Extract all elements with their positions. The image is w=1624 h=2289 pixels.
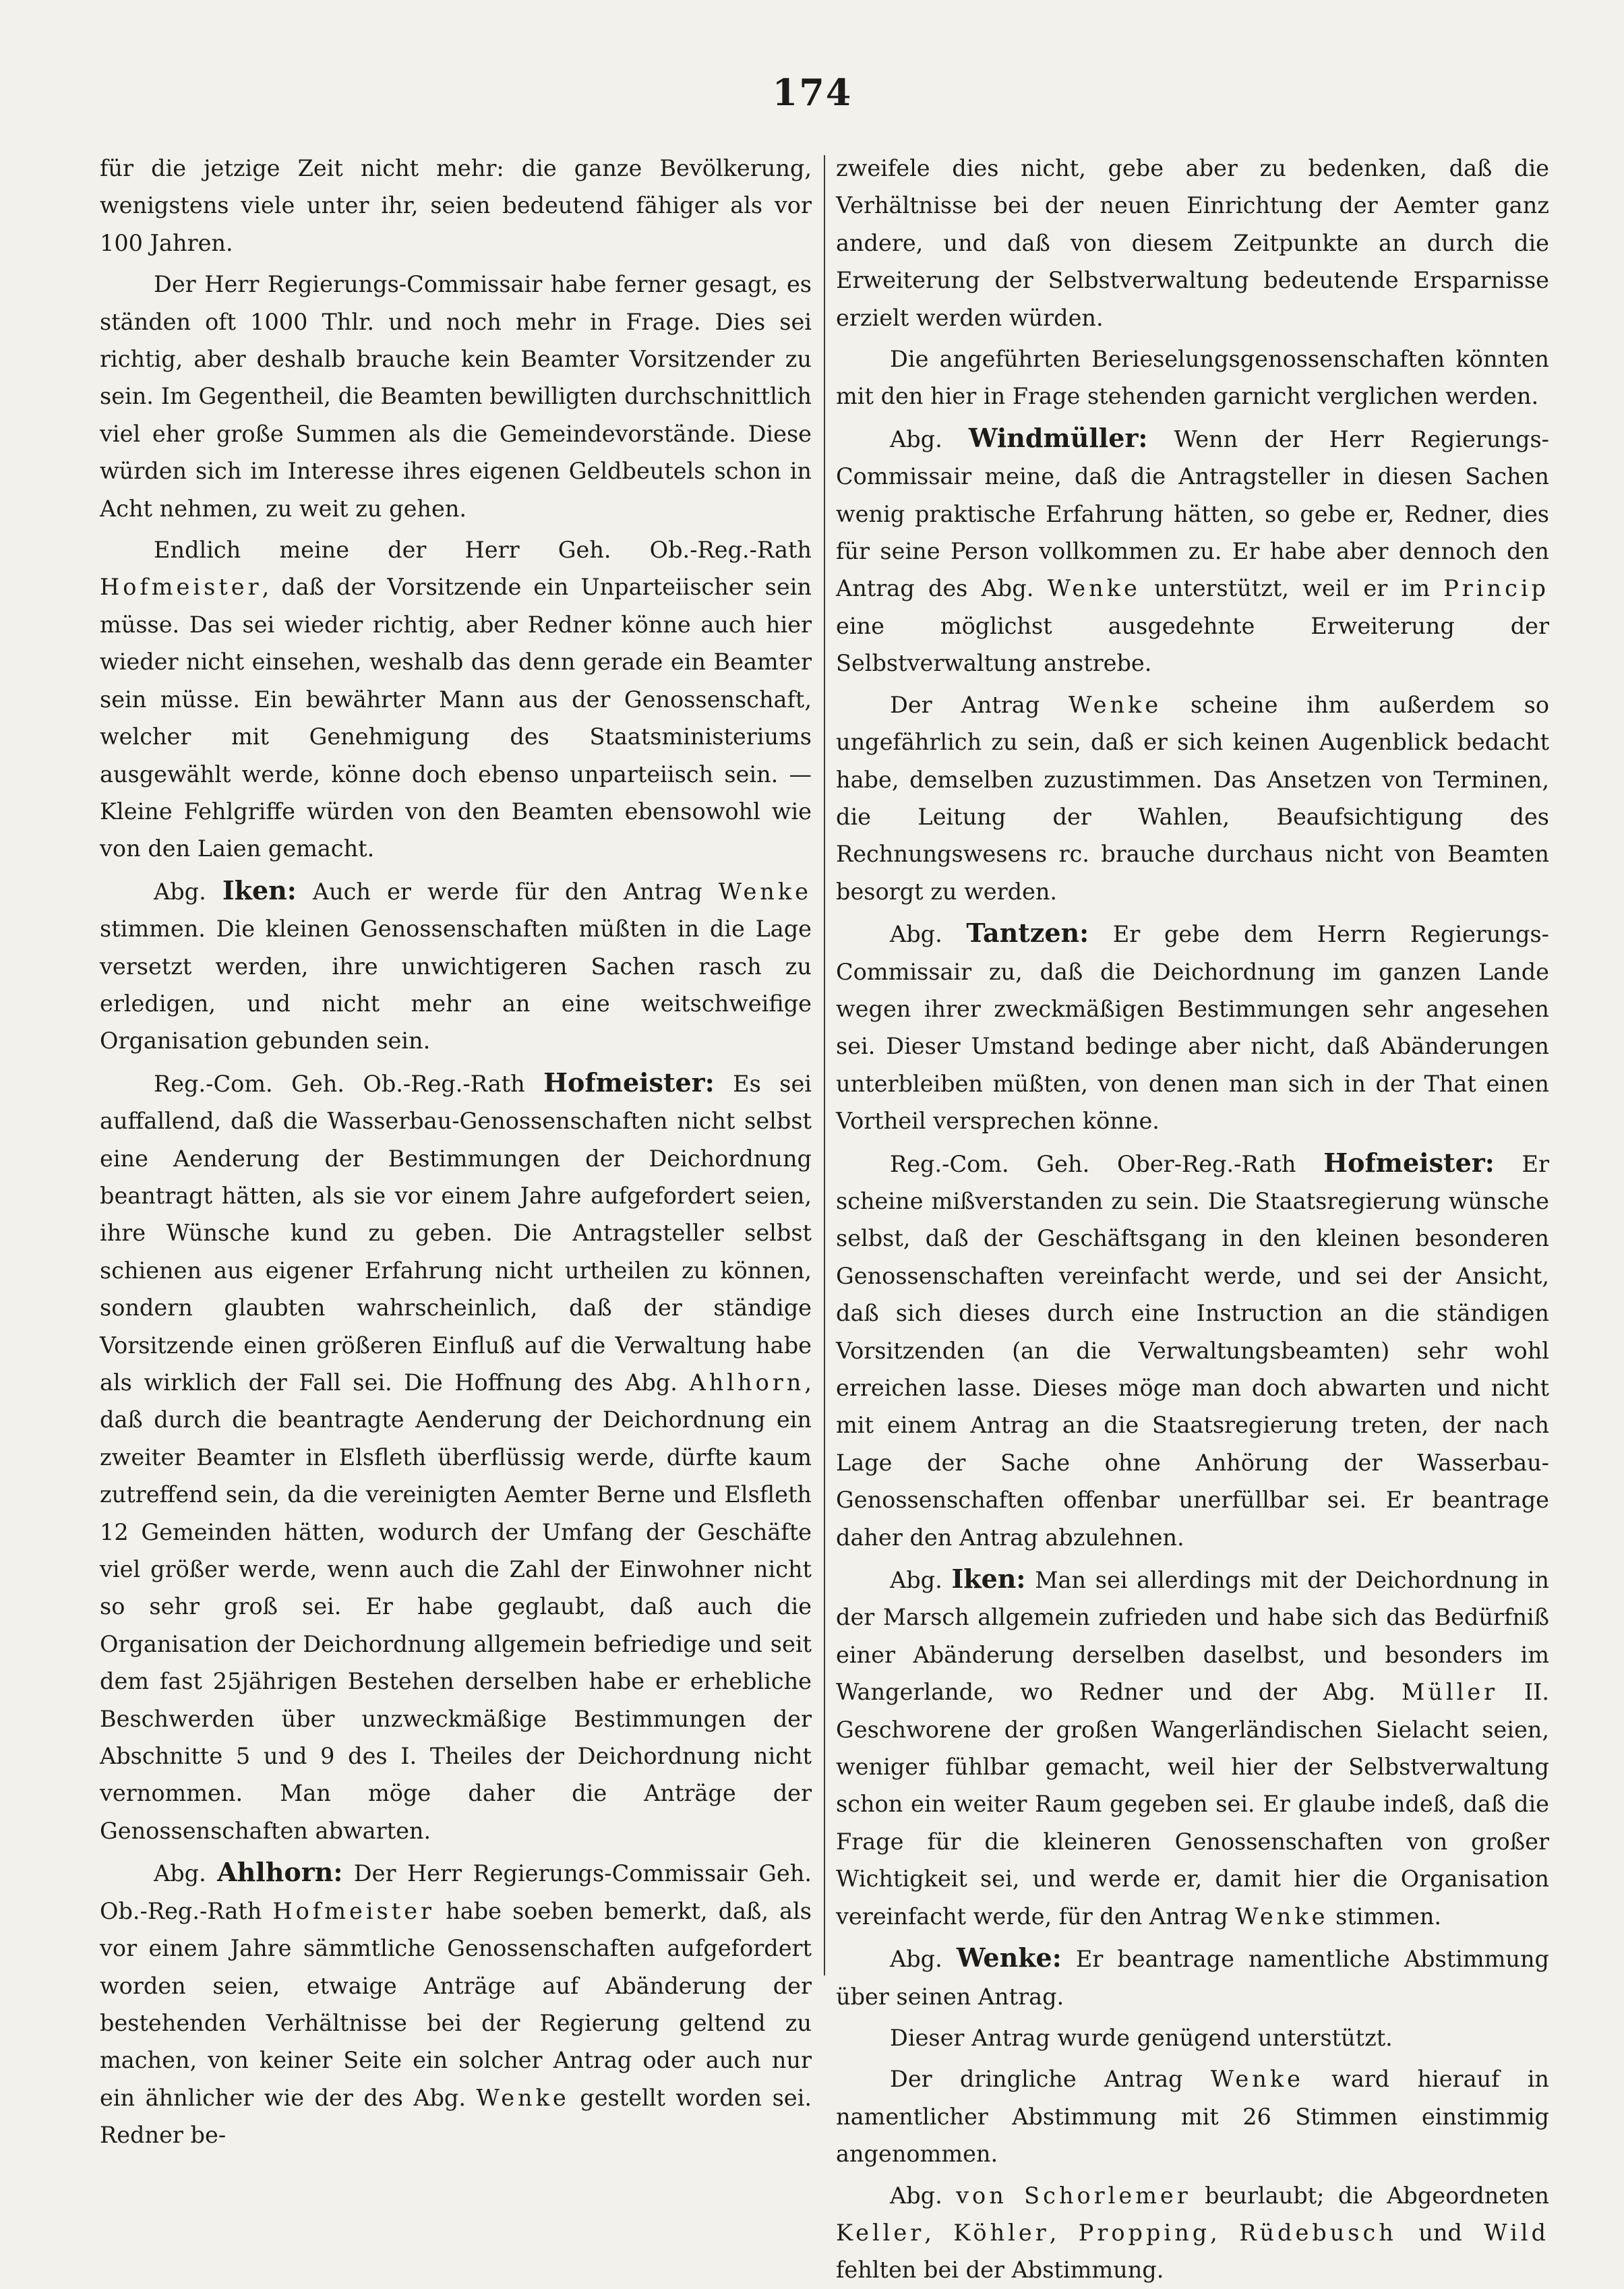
paragraph-text: II. Geschworene der großen Wangerländischen Sielacht seien, weniger fühlbar gemacht, weil hier der Selbstverwaltung schon ein weiter Raum gegeben sei. Er glaube indeß, daß die Frage für die kleineren Genossenschaften von großer Wichtigkeit sei, und werde er, damit hier die Organisation vereinfacht werde, für den Antrag — [836, 1679, 1549, 1930]
speaker-name: Iken: — [951, 1564, 1026, 1595]
paragraph-text: stimmen. Die kleinen Genossenschaften müßten in die Lage versetzt werden, ihre unwichtigeren Sachen rasch zu erledigen, und nicht mehr an eine weitschweifige Organisation gebunden sein. — [100, 916, 812, 1054]
column-divider — [824, 155, 825, 1975]
spaced-name: Propping — [1078, 2219, 1211, 2246]
paragraph-text: Abg. — [154, 878, 222, 905]
spaced-name: Wenke — [476, 2084, 570, 2111]
paragraph-text: , — [1049, 2219, 1079, 2246]
paragraph-text: ward hierauf in namentlicher Abstimmung mit 26 Stimmen einstimmig angenommen. — [836, 2066, 1549, 2168]
paragraph-text: Es sei auffallend, daß die Wasserbau-Genossenschaften nicht selbst eine Aenderung der Bestimmungen der Deichordnung beantragt hätten, als sie vor einem Jahre aufgefordert seien, ihre Wünsche kund zu geben. Die Antragsteller selbst schienen aus eigener Erfahrung nicht urtheilen zu können, sondern glaubten wahrscheinlich, daß der ständige Vorsitzende einen größeren Einfluß auf die Verwaltung habe als wirklich der Fall sei. Die Hoffnung des Abg. — [100, 1070, 812, 1396]
paragraph — [100, 531, 812, 868]
paragraph-text: , — [924, 2219, 954, 2246]
paragraph-text: Abg. — [890, 921, 967, 948]
paragraph-text: habe soeben bemerkt, daß, als vor einem Jahre sämmtliche Genossenschaften aufgefordert worden seien, etwaige Anträge auf Abänderung der bestehenden Verhältnisse bei der Regierung geltend zu machen, von keiner Seite ein solcher Antrag oder auch nur ein ähnlicher wie der des Abg. — [100, 1897, 812, 2111]
paragraph-text: Der Herr Regierungs-Commissair Geh. Ob.-Reg.-Rath — [100, 1860, 812, 1924]
paragraph — [836, 686, 1549, 910]
paragraph — [100, 1853, 812, 2153]
paragraph-text: zweifele dies nicht, gebe aber zu bedenken, daß die Verhältnisse bei der neuen Einrichtung der Aemter ganz andere, und daß von diesem Zeitpunkte an durch die Erweiterung der Selbstverwaltung bedeutende Ersparnisse erzielt werden würden. — [836, 155, 1549, 331]
paragraph-text: Er beantrage namentliche Abstimmung über seinen Antrag. — [836, 1946, 1549, 2010]
paragraph-text: Abg. — [154, 1860, 218, 1887]
paragraph-text: Er scheine mißverstanden zu sein. Die Staatsregierung wünsche selbst, daß der Geschäftsgang in den kleinen besonderen Genossenschaften vereinfacht werde, und sei der Ansicht, daß sich dieses durch eine Instruction an die ständigen Vorsitzenden (an die Verwaltungsbeamten) sehr wohl erreichen lasse. Dieses möge man doch abwarten und nicht mit einem Antrag an die Staatsregierung treten, der nach Lage der Sache ohne Anhörung der Wasserbau-Genossenschaften offenbar unerfüllbar sei. Er beantrage daher den Antrag abzulehnen. — [836, 1150, 1549, 1551]
spaced-name: Müller — [1402, 1679, 1499, 1706]
spaced-name: Wenke — [718, 878, 812, 905]
spaced-name: Ahlhorn — [689, 1369, 805, 1396]
paragraph — [836, 1144, 1549, 1556]
paragraph-text: beurlaubt; die Abgeordneten — [1191, 2182, 1549, 2209]
paragraph-text: Die angeführten Berieselungsgenossenschaften könnten mit den hier in Frage stehenden garnicht verglichen werden. — [836, 346, 1549, 410]
left-column — [100, 150, 812, 2149]
spaced-name: Rüdebusch — [1239, 2219, 1397, 2246]
paragraph — [836, 419, 1549, 682]
paragraph-text: Reg.-Com. Geh. Ob.-Reg.-Rath — [154, 1070, 544, 1097]
paragraph — [836, 340, 1549, 415]
paragraph-text: Abg. — [890, 1946, 957, 1973]
spaced-name: Hofmeister — [272, 1897, 435, 1924]
paragraph — [100, 266, 812, 527]
paragraph-text: Endlich meine der Herr Geh. Ob.-Reg.-Rath — [154, 537, 812, 564]
paragraph-text: eine möglichst ausgedehnte Erweiterung der Selbstverwaltung anstrebe. — [836, 612, 1549, 677]
speaker-name: Windmüller: — [968, 422, 1148, 453]
paragraph-text: und — [1396, 2219, 1484, 2246]
paragraph-text: Wenn der Herr Regierungs-Commissair meine, daß die Antragsteller in diesen Sachen wenig praktische Erfahrung hätten, so gebe er, Redner, dies für seine Person vollkommen zu. Er habe aber dennoch den Antrag des Abg. — [836, 425, 1549, 602]
spaced-name: Wenke — [1068, 691, 1162, 718]
paragraph-text: , daß der Vorsitzende ein Unparteiischer sein müsse. Das sei wieder richtig, aber Redner könne auch hier wieder nicht einsehen, weshalb das denn gerade ein Beamter sein müsse. Ein bewährter Mann aus der Genossenschaft, welcher mit Genehmigung des Staatsministeriums ausgewählt werde, könne doch ebenso unparteiisch sein. — Kleine Fehlgriffe würden von den Beamten ebensowohl wie von den Laien gemacht. — [100, 574, 812, 862]
paragraph — [836, 914, 1549, 1139]
paragraph — [836, 2177, 1549, 2289]
spaced-name: Hofmeister — [100, 574, 262, 601]
paragraph-text: , daß durch die beantragte Aenderung der Deichordnung ein zweiter Beamter in Elsfleth überflüssig werde, dürfte kaum zutreffend sein, da die vereinigten Aemter Berne und Elsfleth 12 Gemeinden hätten, wodurch der Umfang der Geschäfte viel größer werde, wenn auch die Zahl der Einwohner nicht so sehr groß sei. Er habe geglaubt, daß auch die Organisation der Deichordnung allgemein befriedige und seit dem fast 25jährigen Bestehen derselben habe er erhebliche Beschwerden über unzweckmäßige Bestimmungen der Abschnitte 5 und 9 des I. Theiles der Deichordnung nicht vernommen. Man möge daher die Anträge der Genossenschaften abwarten. — [100, 1369, 812, 1844]
spaced-name: Wenke — [1210, 2066, 1304, 2093]
paragraph — [836, 2019, 1549, 2056]
paragraph-text: gestellt worden sei. Redner be- — [100, 2084, 812, 2149]
paragraph — [836, 2060, 1549, 2172]
paragraph — [836, 1560, 1549, 1935]
paragraph — [100, 1064, 812, 1850]
paragraph-text: Der Herr Regierungs-Commissair habe ferner gesagt, es ständen oft 1000 Thlr. und noch mehr in Frage. Dies sei richtig, aber deshalb brauche kein Beamter Vorsitzender zu sein. Im Gegentheil, die Beamten bewilligten durchschnittlich viel eher große Summen als die Gemeindevorstände. Diese würden sich im Interesse ihres eigenen Geldbeutels schon in Acht nehmen, zu weit zu gehen. — [100, 271, 812, 522]
spaced-name: Princip — [1443, 575, 1549, 602]
spaced-name: Wild — [1484, 2219, 1549, 2246]
speaker-name: Tantzen: — [966, 918, 1089, 949]
paragraph-text: fehlten bei der Abstimmung. — [836, 2257, 1164, 2284]
paragraph-text: Auch er werde für den Antrag — [296, 878, 719, 905]
paragraph — [836, 1939, 1549, 2015]
paragraph-text: Abg. — [890, 1567, 952, 1594]
paragraph-text: für die jetzige Zeit nicht mehr: die ganze Bevölkerung, wenigstens viele unter ihr, seien bedeutend fähiger als vor 100 Jahren. — [100, 155, 812, 256]
paragraph-text: , — [1210, 2219, 1240, 2246]
spaced-name: Wenke — [1047, 575, 1141, 602]
page-number: 174 — [772, 71, 853, 114]
spaced-name: Keller — [836, 2219, 925, 2246]
speaker-name: Wenke: — [956, 1942, 1062, 1973]
paragraph-text: Dieser Antrag wurde genügend unterstützt. — [890, 2024, 1393, 2051]
speaker-name: Hofmeister: — [1323, 1147, 1495, 1178]
paragraph — [100, 150, 812, 262]
speaker-name: Hofmeister: — [543, 1067, 715, 1098]
paragraph-text: Reg.-Com. Geh. Ober-Reg.-Rath — [890, 1150, 1324, 1177]
paragraph-text: Abg. — [890, 425, 969, 452]
speaker-name: Iken: — [222, 874, 297, 905]
paragraph — [836, 150, 1549, 336]
paragraph-text: Abg. — [890, 2182, 957, 2209]
right-column — [836, 150, 1549, 2284]
paragraph-text: scheine ihm außerdem so ungefährlich zu sein, daß er sich keinen Augenblick bedacht habe, demselben zuzustimmen. Das Ansetzen von Terminen, die Leitung der Wahlen, Beaufsichtigung des Rechnungswesens rc. brauche durchaus nicht von Beamten besorgt zu werden. — [836, 691, 1549, 905]
paragraph-text: Er gebe dem Herrn Regierungs-Commissair zu, daß die Deichordnung im ganzen Lande wegen ihrer zweckmäßigen Bestimmungen sehr angesehen sei. Dieser Umstand bedinge aber nicht, daß Abänderungen unterbleiben müßten, von denen man sich in der That einen Vortheil versprechen könne. — [836, 921, 1549, 1135]
paragraph-text: Der Antrag — [890, 691, 1069, 718]
spaced-name: Köhler — [953, 2219, 1050, 2246]
speaker-name: Ahlhorn: — [217, 1857, 343, 1888]
paragraph-text: stimmen. — [1328, 1903, 1442, 1930]
paragraph-text: Man sei allerdings mit der Deichordnung in der Marsch allgemein zufrieden und habe sich das Bedürfniß einer Abänderung derselben daselbst, und besonders im Wangerlande, wo Redner und der Abg. — [836, 1567, 1549, 1706]
spaced-name: von Schorlemer — [956, 2182, 1191, 2209]
paragraph-text: Der dringliche Antrag — [890, 2066, 1211, 2093]
paragraph — [100, 872, 812, 1060]
paragraph-text: unterstützt, weil er im — [1140, 575, 1444, 602]
spaced-name: Wenke — [1235, 1903, 1329, 1930]
